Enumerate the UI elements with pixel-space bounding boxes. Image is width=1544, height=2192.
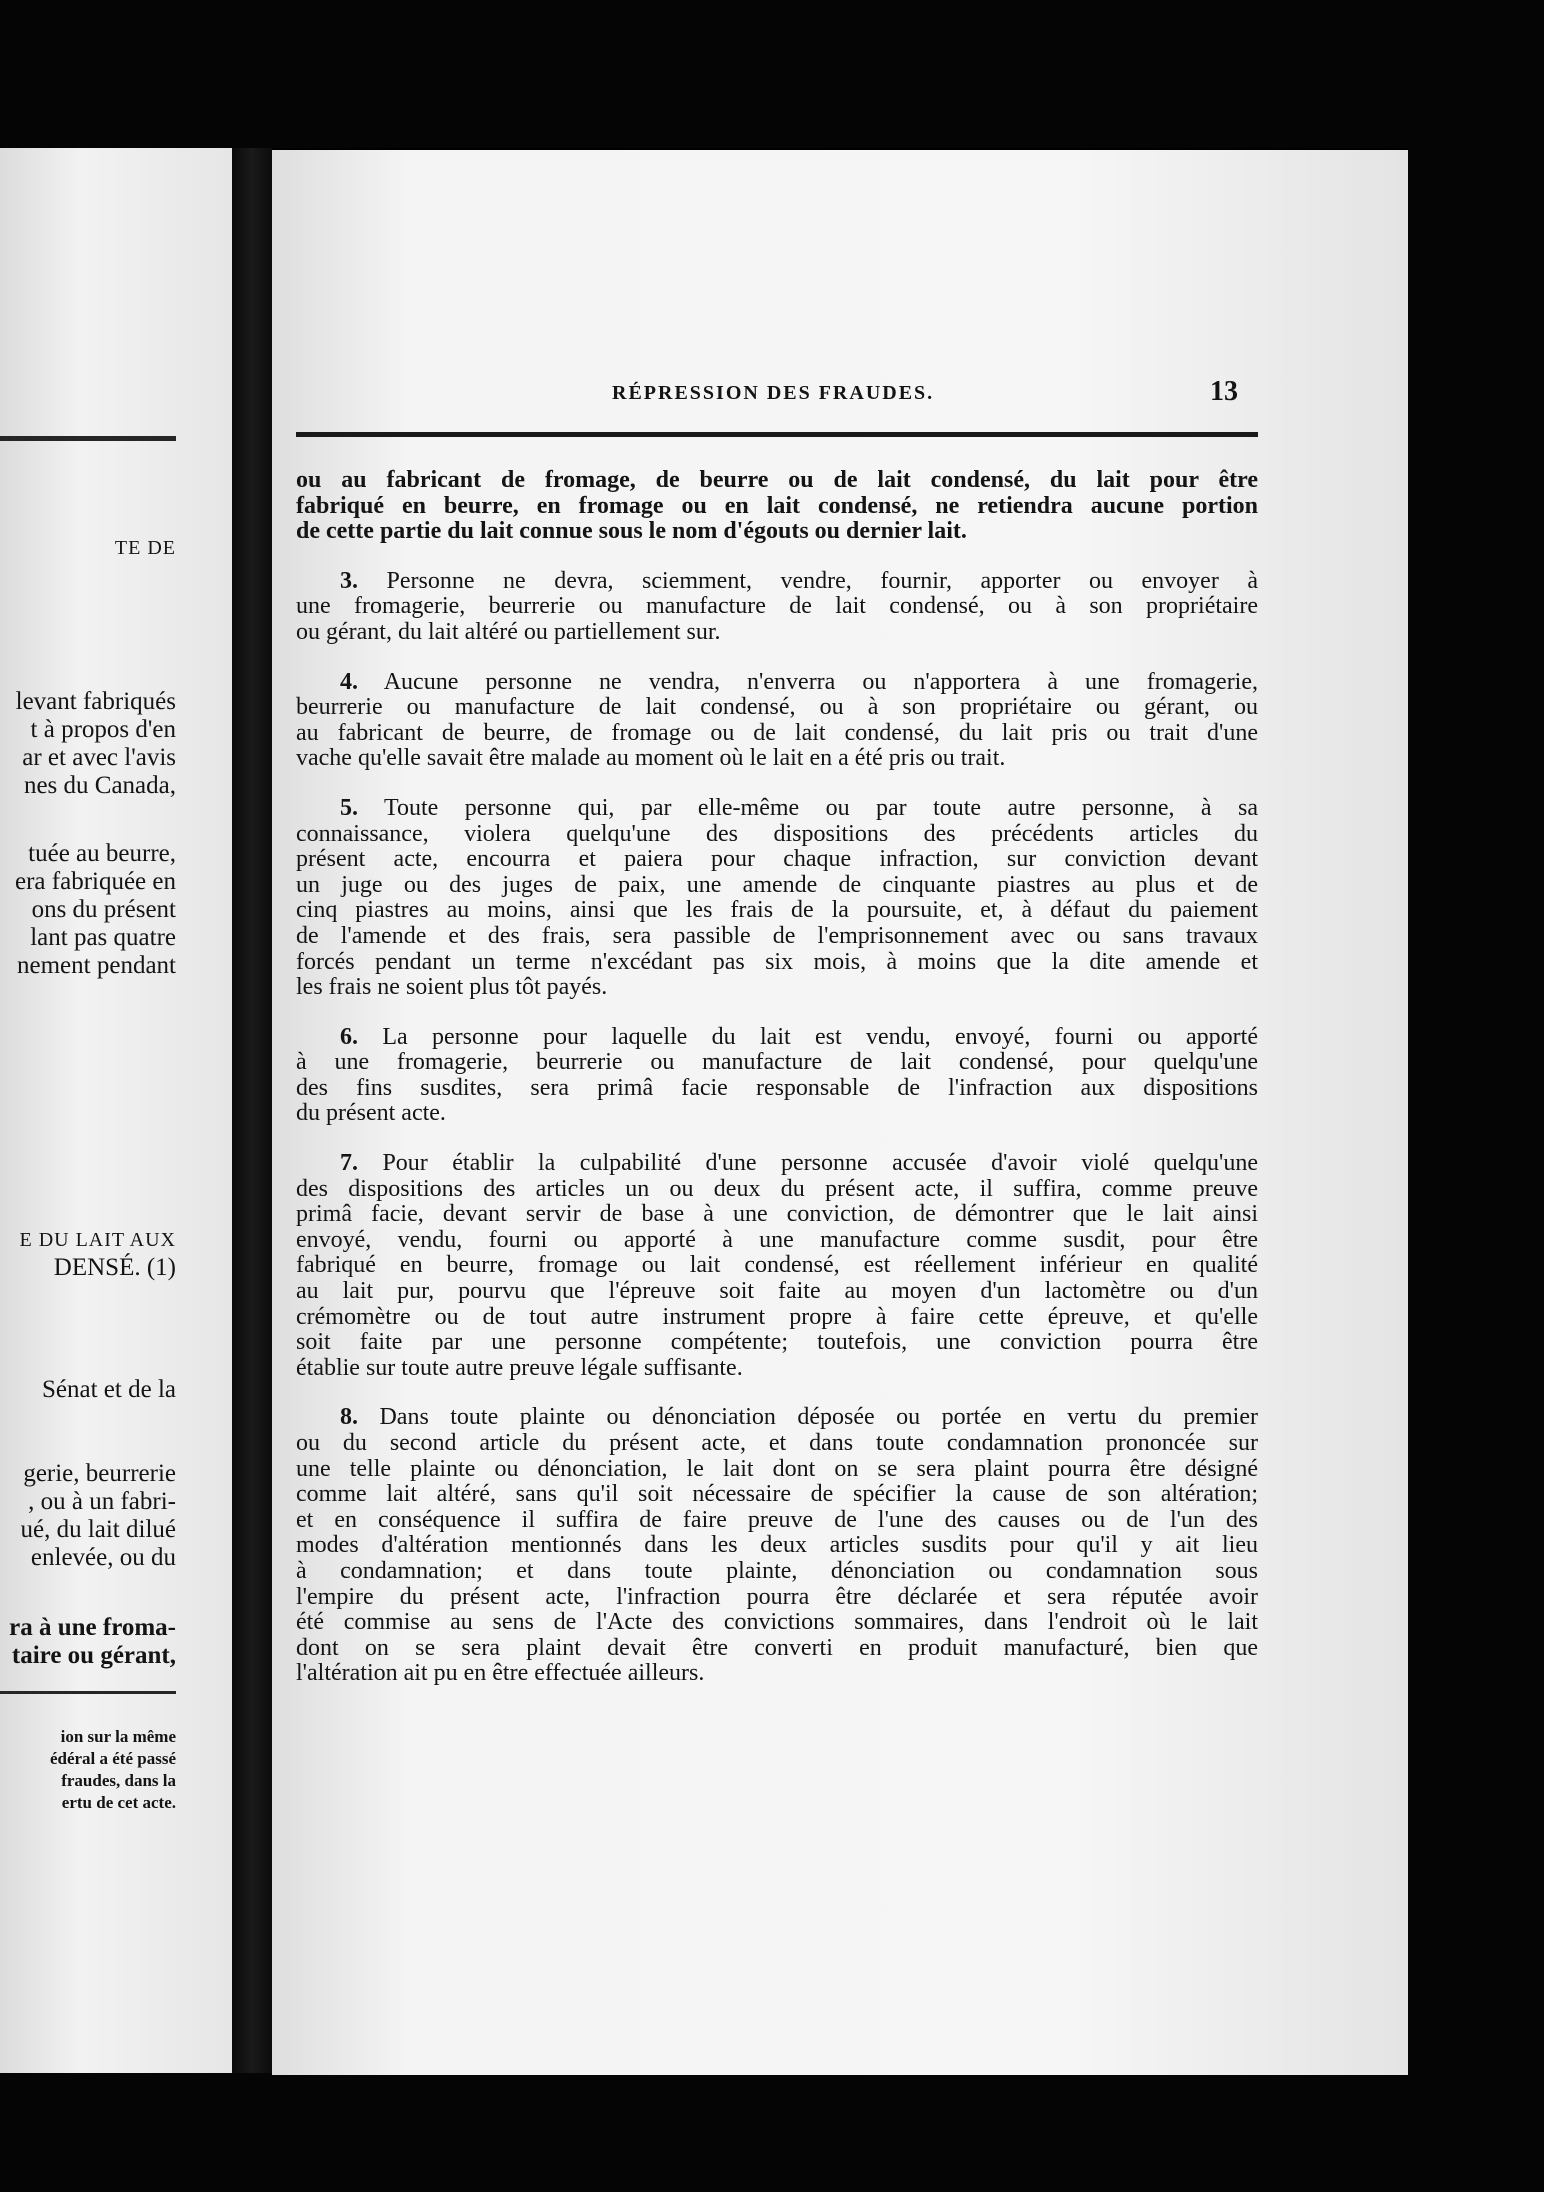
left-page-line: ar et avec l'avis xyxy=(22,744,176,771)
left-page-line: levant fabriqués xyxy=(15,688,176,715)
running-title: RÉPRESSION DES FRAUDES. xyxy=(612,382,935,404)
left-page-rule-top xyxy=(0,436,176,441)
text-line: une fromagerie, beurrerie ou manufacture de lait condensé, ou à son propriétaire xyxy=(296,593,1258,620)
left-page-line: t à propos d'en xyxy=(30,716,176,743)
text-line xyxy=(296,670,1258,696)
text-line: ou du second article du présent acte, et dans toute condamnation prononcée sur xyxy=(296,1430,1258,1456)
text-line: au fabricant de beurre, de fromage ou de lait condensé, du lait pris ou trait d'une xyxy=(296,719,1258,746)
body-text xyxy=(296,468,1258,1711)
text-line: modes d'altération mentionnés dans les deux articles susdits pour qu'il y ait lieu xyxy=(296,1532,1258,1559)
left-page-footnote-line: ertu de cet acte. xyxy=(61,1793,176,1812)
line-text: Pour établir la culpabilité d'une personne accusée d'avoir violé quelqu'une xyxy=(358,1150,1258,1177)
article-number: 8. xyxy=(340,1404,358,1431)
left-page-line: nement pendant xyxy=(17,952,176,979)
text-line: soit faite par une personne compétente; toutefois, une conviction pourra être xyxy=(296,1329,1258,1356)
left-page-line: , ou à un fabri- xyxy=(28,1488,176,1515)
main-page xyxy=(272,150,1408,2075)
text-line: été commise au sens de l'Acte des convictions sommaires, dans l'endroit où le lait xyxy=(296,1609,1258,1636)
left-page-footnote-line: édéral a été passé xyxy=(49,1749,176,1768)
left-page-line: Sénat et de la xyxy=(42,1376,176,1403)
line-text: Personne ne devra, sciemment, vendre, fournir, apporter ou envoyer à xyxy=(358,567,1258,594)
paragraph xyxy=(296,670,1258,772)
left-page-line: lant pas quatre xyxy=(30,924,176,951)
book-gutter xyxy=(232,148,272,2073)
text-line: beurrerie ou manufacture de lait condensé, ou à son propriétaire ou gérant, ou xyxy=(296,694,1258,721)
left-page-line: enlevée, ou du xyxy=(30,1544,176,1571)
film-frame-top xyxy=(0,0,1544,148)
paragraph xyxy=(296,796,1258,1001)
article-number: 4. xyxy=(340,668,358,695)
text-line: crémomètre ou de tout autre instrument propre à faire cette épreuve, et qu'elle xyxy=(296,1303,1258,1330)
article-number: 7. xyxy=(340,1150,358,1177)
text-line: présent acte, encourra et paiera pour chaque infraction, sur conviction devant xyxy=(296,846,1258,873)
text-line: les frais ne soient plus tôt payés. xyxy=(296,974,608,1001)
left-page xyxy=(0,148,232,2073)
left-page-line: TE DE xyxy=(114,537,176,559)
film-frame-bottom xyxy=(0,2073,1544,2192)
left-page-line: era fabriquée en xyxy=(15,868,176,895)
text-line xyxy=(296,1025,1258,1051)
text-line: l'empire du présent acte, l'infraction pourra être déclarée et sera réputée avoir xyxy=(296,1583,1258,1610)
text-line: l'altération ait pu en être effectuée ailleurs. xyxy=(296,1660,705,1687)
left-page-line: gerie, beurrerie xyxy=(23,1460,176,1487)
running-head xyxy=(272,376,1408,422)
article-number: 5. xyxy=(340,794,358,821)
left-page-line: tuée au beurre, xyxy=(28,840,176,867)
text-line xyxy=(296,1151,1258,1177)
line-text: Dans toute plainte ou dénonciation déposée ou portée en vertu du premier xyxy=(358,1404,1258,1431)
text-line: comme lait altéré, sans qu'il soit nécessaire de spécifier la cause de son altération; xyxy=(296,1481,1258,1508)
text-line: une telle plainte ou dénonciation, le lait dont on se sera plaint pourra être désigné xyxy=(296,1455,1258,1482)
paragraph xyxy=(296,1405,1258,1687)
text-line: dont on se sera plaint devait être converti en produit manufacturé, bien que xyxy=(296,1634,1258,1661)
text-line: établie sur toute autre preuve légale suffisante. xyxy=(296,1354,743,1381)
left-page-line: ra à une froma- xyxy=(9,1614,176,1641)
left-page-footnote-line: ion sur la même xyxy=(60,1727,176,1746)
page-number: 13 xyxy=(1210,376,1238,407)
text-line: vache qu'elle savait être malade au moment où le lait en a été pris ou trait. xyxy=(296,745,1006,772)
line-text: Aucune personne ne vendra, n'enverra ou n'apportera à une fromagerie, xyxy=(358,668,1258,695)
text-line: ou gérant, du lait altéré ou partiellement sur. xyxy=(296,618,721,645)
text-line: envoyé, vendu, fourni ou apporté à une manufacture comme susdit, pour être xyxy=(296,1226,1258,1253)
text-line xyxy=(296,1405,1258,1431)
left-page-line: ons du présent xyxy=(31,896,176,923)
text-line: à condamnation; et dans toute plainte, dénonciation ou condamnation sous xyxy=(296,1557,1258,1584)
left-page-line: DENSÉ. (1) xyxy=(53,1254,176,1281)
article-number: 6. xyxy=(340,1023,358,1050)
line-text: Toute personne qui, par elle-même ou par toute autre personne, à sa xyxy=(358,794,1258,821)
text-line: des fins susdites, sera primâ facie responsable de l'infraction aux dispositions xyxy=(296,1074,1258,1101)
text-line: et en conséquence il suffira de faire preuve de l'une des causes ou de l'un des xyxy=(296,1506,1258,1533)
text-line xyxy=(296,569,1258,595)
paragraph xyxy=(296,1151,1258,1381)
text-line: ou au fabricant de fromage, de beurre ou de lait condensé, du lait pour être xyxy=(296,467,1258,493)
paragraph xyxy=(296,468,1258,545)
text-line: des dispositions des articles un ou deux du présent acte, il suffira, comme preuve xyxy=(296,1175,1258,1202)
text-line: de cette partie du lait connue sous le nom d'égouts ou dernier lait. xyxy=(296,518,967,545)
text-line: un juge ou des juges de paix, une amende de cinquante piastres au plus et de xyxy=(296,871,1258,898)
text-line: de l'amende et des frais, sera passible de l'emprisonnement avec ou sans travaux xyxy=(296,922,1258,949)
text-line: à une fromagerie, beurrerie ou manufacture de lait condensé, pour quelqu'une xyxy=(296,1049,1258,1076)
text-line: fabriqué en beurre, fromage ou lait condensé, est réellement inférieur en qualité xyxy=(296,1252,1258,1279)
left-page-footnote-line: fraudes, dans la xyxy=(61,1771,176,1790)
paragraph xyxy=(296,1025,1258,1127)
left-page-line: ué, du lait dilué xyxy=(20,1516,176,1543)
left-page-line: taire ou gérant, xyxy=(11,1642,176,1669)
article-number: 3. xyxy=(340,567,358,594)
text-line: connaissance, violera quelqu'une des dispositions des précédents articles du xyxy=(296,820,1258,847)
header-rule xyxy=(296,432,1258,437)
left-page-line: nes du Canada, xyxy=(23,772,176,799)
paragraph xyxy=(296,569,1258,646)
left-page-line: E DU LAIT AUX xyxy=(19,1229,176,1251)
text-line: cinq piastres au moins, ainsi que les frais de la poursuite, et, à défaut du paiement xyxy=(296,897,1258,924)
text-line: forcés pendant un terme n'excédant pas six mois, à moins que la dite amende et xyxy=(296,948,1258,975)
film-frame-right xyxy=(1408,0,1544,2192)
left-page-rule-footnote xyxy=(0,1691,176,1694)
text-line: primâ facie, devant servir de base à une conviction, de démontrer que le lait ainsi xyxy=(296,1201,1258,1228)
text-line: fabriqué en beurre, en fromage ou en lait condensé, ne retiendra aucune portion xyxy=(296,492,1258,519)
text-line: du présent acte. xyxy=(296,1100,446,1127)
text-line: au lait pur, pourvu que l'épreuve soit faite au moyen d'un lactomètre ou d'un xyxy=(296,1278,1258,1305)
line-text: La personne pour laquelle du lait est vendu, envoyé, fourni ou apporté xyxy=(358,1023,1258,1050)
text-line xyxy=(296,796,1258,822)
